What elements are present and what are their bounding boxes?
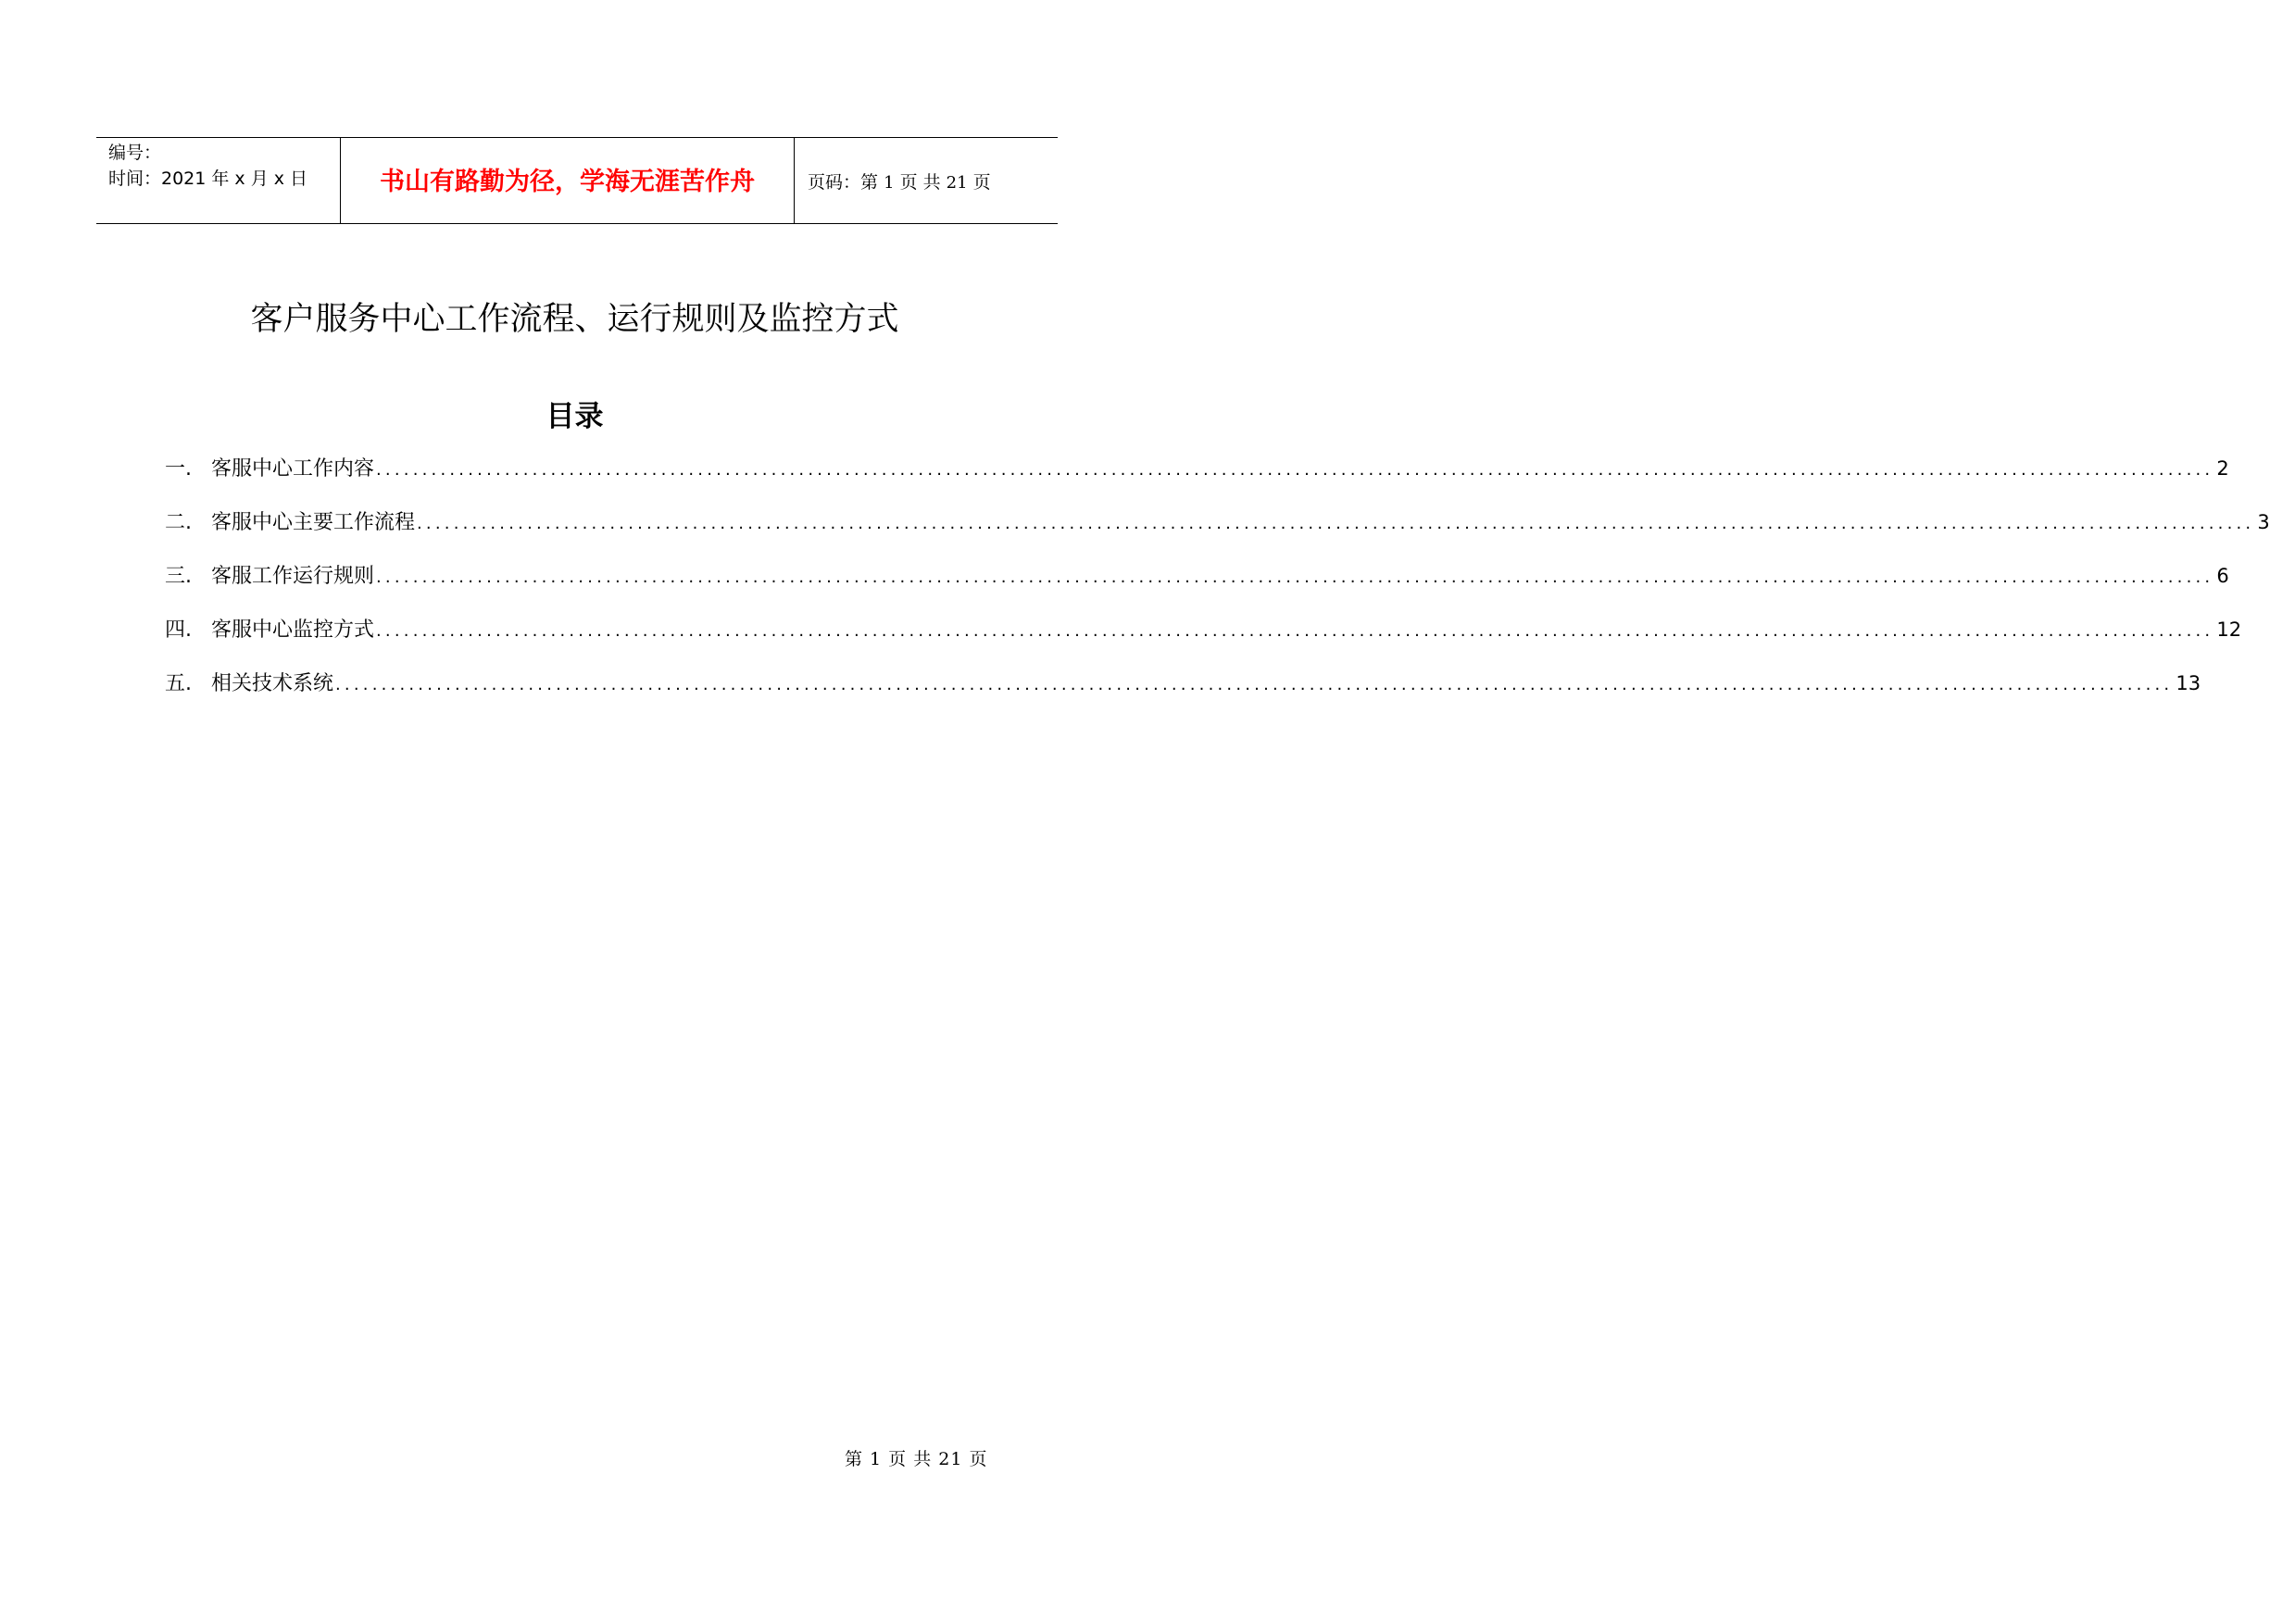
document-header <box>96 137 1058 224</box>
toc-entry[interactable] <box>165 668 2201 722</box>
toc-entry-title: 客服中心主要工作流程 <box>211 511 416 534</box>
header-page-cell <box>795 138 1058 223</box>
toc-entry-title: 客服中心监控方式 <box>211 618 375 642</box>
document-title: 客户服务中心工作流程、运行规则及监控方式 <box>250 301 899 338</box>
toc-dot-leader: ........................................................................................................................................................................................................ <box>335 675 2174 694</box>
toc-entry[interactable] <box>165 561 2229 615</box>
toc-dot-leader: ........................................................................................................................................................................................................ <box>376 568 2214 587</box>
header-motto-cell <box>341 138 795 223</box>
serial-number-label: 编号： <box>108 143 162 163</box>
motto-text: 书山有路勤为径，学海无涯苦作舟 <box>380 168 755 196</box>
toc-entry-number: 二. <box>165 511 192 534</box>
date-line: 时间：2021 年 x 月 x 日 <box>108 169 308 189</box>
toc-entry[interactable] <box>165 507 2270 561</box>
toc-dot-leader: ........................................................................................................................................................................................................ <box>376 621 2214 641</box>
page-code-prefix: 页码：第 <box>808 172 879 193</box>
page-code-suffix: 页 <box>972 172 991 193</box>
toc-entry-number: 四. <box>165 618 192 642</box>
toc-list <box>165 454 2270 722</box>
toc-entry-page: 12 <box>2216 618 2242 641</box>
toc-entry-page: 2 <box>2216 457 2229 480</box>
page-code-total: 21 <box>946 173 968 193</box>
toc-dot-leader: ........................................................................................................................................................................................................ <box>376 460 2214 480</box>
toc-dot-leader: ........................................................................................................................................................................................................ <box>417 514 2255 533</box>
page-code <box>808 170 991 195</box>
toc-entry-title: 客服中心工作内容 <box>211 457 375 481</box>
page-footer: 第 1 页 共 21 页 <box>845 1449 988 1469</box>
header-meta-cell <box>96 138 341 223</box>
toc-entry-title: 相关技术系统 <box>211 672 334 695</box>
toc-heading: 目录 <box>546 400 604 433</box>
toc-entry[interactable] <box>165 615 2242 668</box>
toc-entry-page: 3 <box>2257 511 2270 533</box>
toc-entry-page: 6 <box>2216 565 2229 587</box>
toc-entry-number: 三. <box>165 565 192 588</box>
toc-entry-page: 13 <box>2176 672 2201 694</box>
toc-entry-number: 五. <box>165 672 192 695</box>
page-code-mid: 页 共 <box>899 172 941 193</box>
toc-entry[interactable] <box>165 454 2229 507</box>
toc-entry-number: 一. <box>165 457 192 481</box>
toc-entry-title: 客服工作运行规则 <box>211 565 375 588</box>
page-code-current: 1 <box>884 173 895 193</box>
